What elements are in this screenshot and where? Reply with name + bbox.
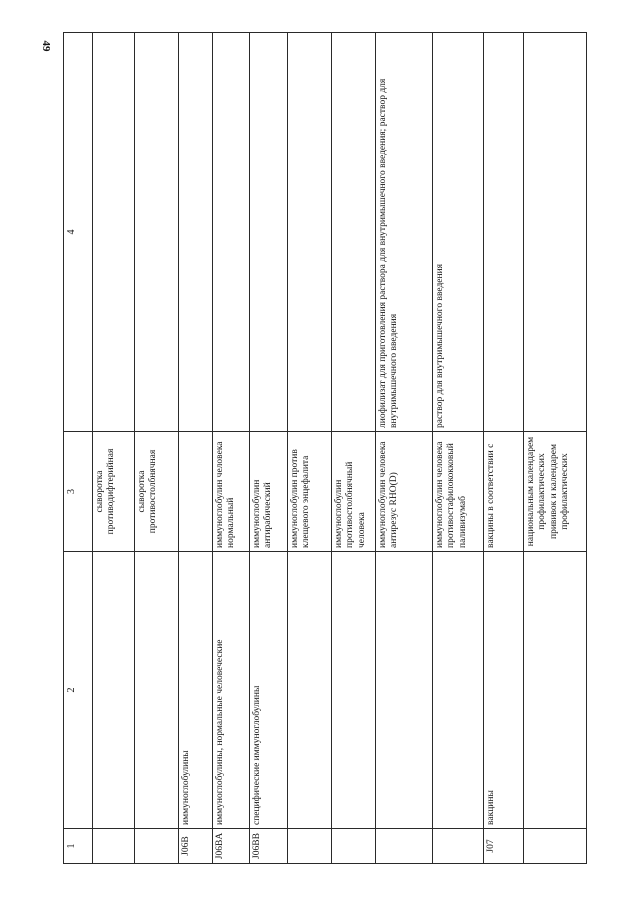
drug-name-cell: иммуноглобулин против клещевого энцефалита <box>288 432 332 552</box>
column-header: 1 <box>64 829 93 864</box>
dosage-form-cell <box>250 33 288 432</box>
table-header-row <box>64 33 93 864</box>
table-row <box>332 33 376 864</box>
group-name-cell: специфические иммуноглобулины <box>250 552 288 829</box>
table-row <box>524 33 587 864</box>
drug-name-cell: вакцины в соответствии с <box>484 432 524 552</box>
dosage-form-cell: лиофилизат для приготовления раствора для внутримышечного введения; раствор для внутримышечного введения <box>376 33 433 432</box>
table-row <box>484 33 524 864</box>
drug-list-table <box>63 32 587 864</box>
dosage-form-cell <box>93 33 135 432</box>
drug-name-cell: иммуноглобулин человека антирезус RHO(D) <box>376 432 433 552</box>
table-row <box>213 33 250 864</box>
group-name-cell <box>332 552 376 829</box>
group-name-cell: вакцины <box>484 552 524 829</box>
atc-code-cell: J06B <box>179 829 213 864</box>
atc-code-cell: J06BA <box>213 829 250 864</box>
group-name-cell <box>135 552 179 829</box>
atc-code-cell: J06BB <box>250 829 288 864</box>
drug-name-cell: иммуноглобулин человека противостафилококковый паливизумаб <box>433 432 484 552</box>
group-name-cell <box>524 552 587 829</box>
atc-code-cell <box>288 829 332 864</box>
atc-code-cell <box>376 829 433 864</box>
column-header: 2 <box>64 552 93 829</box>
group-name-cell: иммуноглобулины, нормальные человеческие <box>213 552 250 829</box>
column-header: 4 <box>64 33 93 432</box>
group-name-cell: иммуноглобулины <box>179 552 213 829</box>
group-name-cell <box>288 552 332 829</box>
drug-name-cell: сыворотка противостолбнячная <box>135 432 179 552</box>
dosage-form-cell: раствор для внутримышечного введения <box>433 33 484 432</box>
page-number: 49 <box>40 40 52 52</box>
atc-code-cell <box>93 829 135 864</box>
rotated-page <box>63 33 581 864</box>
atc-code-cell <box>332 829 376 864</box>
table-row <box>433 33 484 864</box>
drug-name-cell: иммуноглобулин противостолбнячный человека <box>332 432 376 552</box>
dosage-form-cell <box>484 33 524 432</box>
table-row <box>250 33 288 864</box>
drug-name-cell <box>179 432 213 552</box>
group-name-cell <box>376 552 433 829</box>
dosage-form-cell <box>213 33 250 432</box>
drug-name-cell: национальным календарем профилактических прививок и календарем профилактических <box>524 432 587 552</box>
atc-code-cell <box>135 829 179 864</box>
dosage-form-cell <box>332 33 376 432</box>
table-row <box>135 33 179 864</box>
dosage-form-cell <box>179 33 213 432</box>
dosage-form-cell <box>135 33 179 432</box>
atc-code-cell <box>433 829 484 864</box>
table-row <box>288 33 332 864</box>
column-header: 3 <box>64 432 93 552</box>
atc-code-cell: J07 <box>484 829 524 864</box>
table-row <box>179 33 213 864</box>
dosage-form-cell <box>524 33 587 432</box>
table-row <box>93 33 135 864</box>
drug-name-cell: иммуноглобулин антирабический <box>250 432 288 552</box>
table-row <box>376 33 433 864</box>
drug-name-cell: иммуноглобулин человека нормальный <box>213 432 250 552</box>
drug-name-cell: сыворотка противодифтерийная <box>93 432 135 552</box>
group-name-cell <box>93 552 135 829</box>
group-name-cell <box>433 552 484 829</box>
atc-code-cell <box>524 829 587 864</box>
dosage-form-cell <box>288 33 332 432</box>
